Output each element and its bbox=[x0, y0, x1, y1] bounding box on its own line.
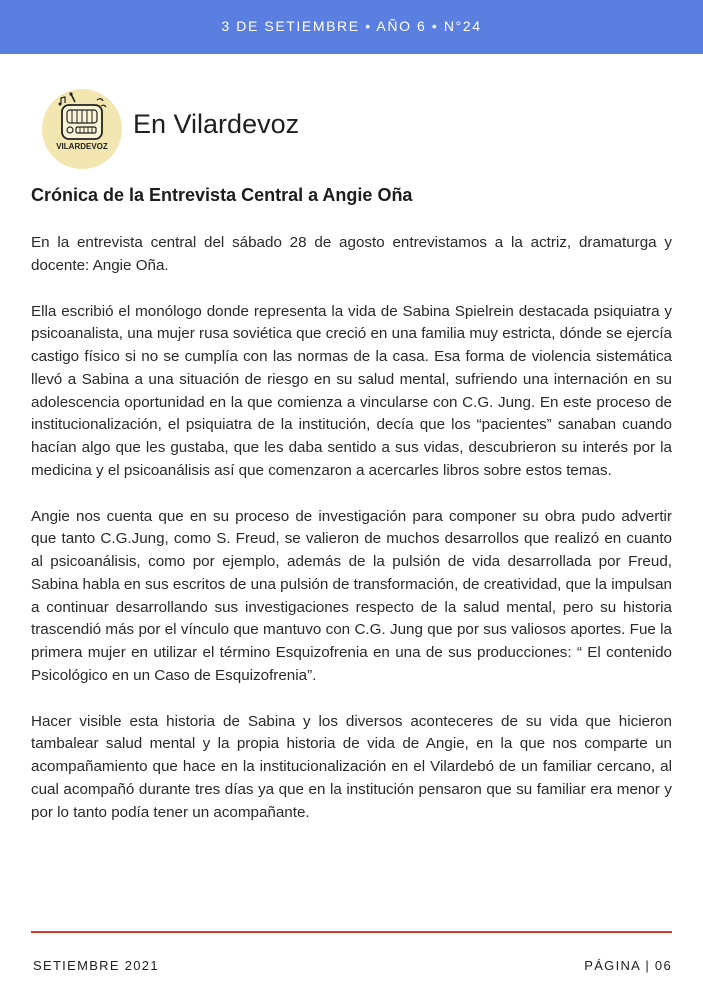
paragraph: En la entrevista central del sábado 28 de agosto entrevistamos a la actriz, dramaturga y docente: Angie Oña. bbox=[31, 234, 672, 274]
logo-text: VILARDEVOZ bbox=[56, 142, 108, 151]
paragraph: Ella escribió el monólogo donde representa la vida de Sabina Spielrein destacada psiquiatra y psicoanalista, una mujer rusa soviética que creció en una familia muy estricta, dónde se ejercía castigo físico si no se cumplía con las normas de la casa. Esa forma de violencia sistemática llevó a Sabina a una situación de riesgo en su salud mental, sufriendo una internación en su adolescencia oportunidad en la que comienza a vincularse con C.G. Jung. En este proceso de institucionalización, el psiquiatra de la institución, decía que los “pacientes” sanaban cuando hacían algo que les gustaba, que les daba sentido a sus vidas, descubrieron su interés por la medicina y el psicoanálisis así que comenzaron a acercarles libros sobre estos temas. bbox=[31, 302, 672, 479]
paragraph: Angie nos cuenta que en su proceso de investigación para componer su obra pudo advertir que tanto C.G.Jung, como S. Freud, se valieron de muchos desarrollos que realizó en cuanto al psicoanálisis, como por ejemplo, además de la pulsión de vida desarrollada por Freud, Sabina habla en sus escritos de una pulsión de transformación, de creatividad, que la impulsan a continuar desarrollando sus investigaciones respecto de la salud mental, pero su historia trascendió más por el vínculo que mantuvo con C.G. Jung que por sus valiosos aportes. Fue la primera mujer en utilizar el término Esquizofrenia en una de sus producciones: “ El contenido Psicológico en un Caso de Esquizofrenia”. bbox=[31, 507, 672, 684]
article-title: Crónica de la Entrevista Central a Angie Oña bbox=[31, 185, 413, 205]
footer-divider bbox=[31, 931, 672, 933]
footer-date: SETIEMBRE 2021 bbox=[33, 958, 159, 973]
radio-icon bbox=[41, 88, 123, 170]
header-band bbox=[0, 0, 703, 54]
vilardevoz-logo bbox=[41, 88, 123, 170]
paragraph: Hacer visible esta historia de Sabina y los diversos aconteceres de su vida que hicieron tambalear salud mental y la propia historia de vida de Angie, en la que nos comparte un acompañamiento que hace en la institucionalización en el Vilardebó de un familiar cercano, al cual acompañó durante tres días ya que en la institución pensaron que su familiar era menor y por lo tanto podía tener un acompañante. bbox=[31, 712, 672, 821]
article-body bbox=[31, 232, 672, 847]
page-number: PÁGINA | 06 bbox=[584, 958, 672, 973]
publication-title: En Vilardevoz bbox=[133, 109, 300, 139]
issue-line: 3 DE SETIEMBRE • AÑO 6 • N°24 bbox=[221, 18, 482, 34]
